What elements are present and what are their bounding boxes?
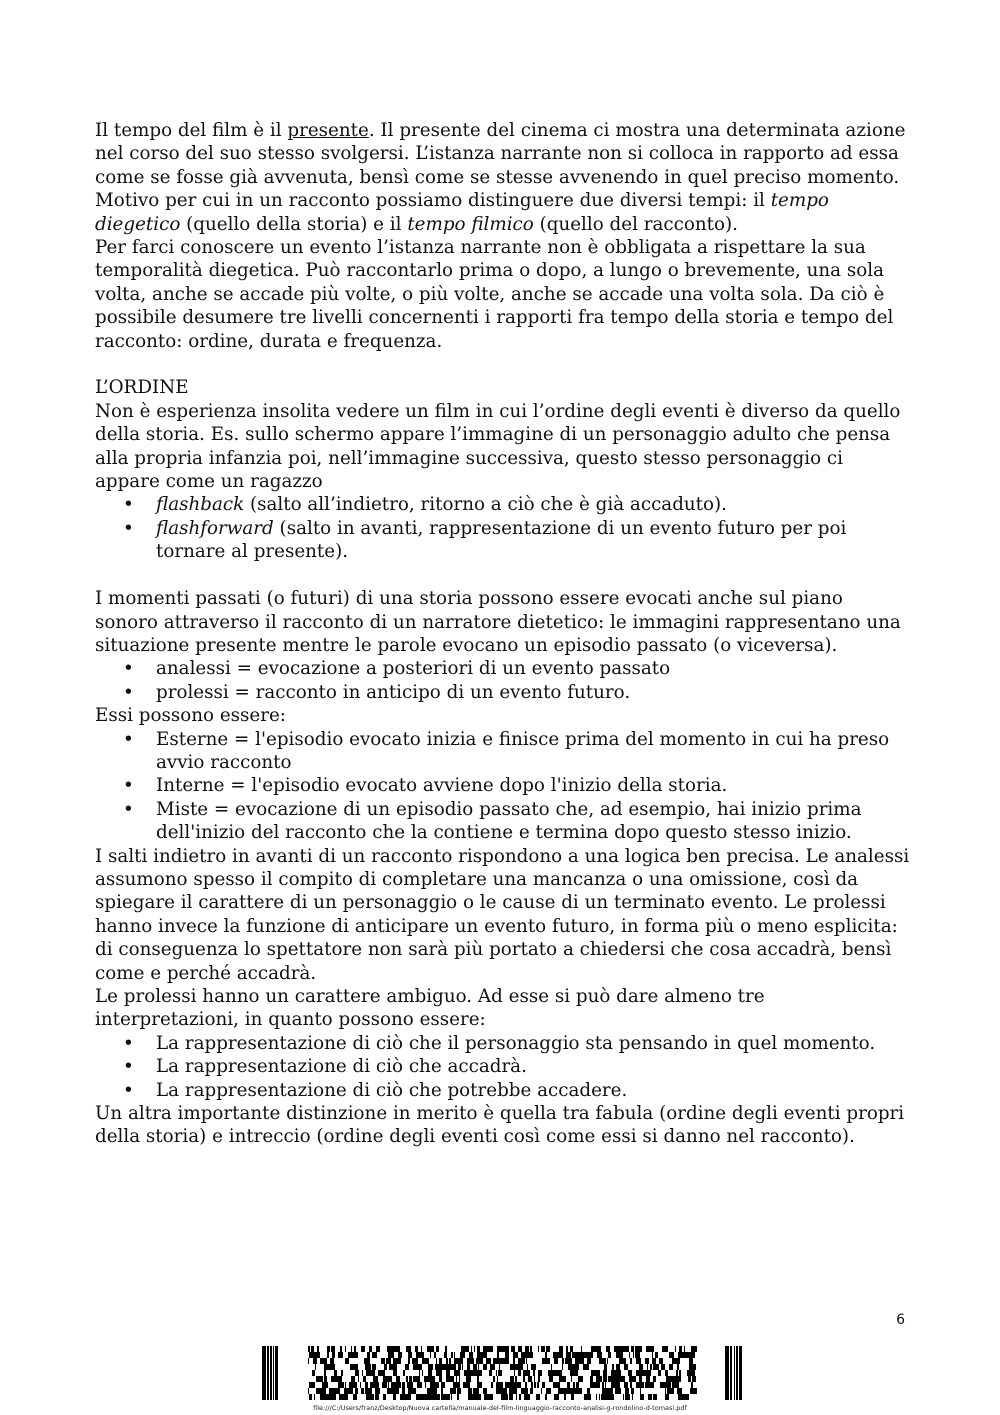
list-item: • La rappresentazione di ciò che potrebbe accadere. <box>95 1079 910 1102</box>
ordine-paragraph-2: I momenti passati (o futuri) di una storia possono essere evocati anche sul piano sonoro attraverso il racconto di un narratore dietetico: le immagini rappresentano una situazione presente mentre le parole evocano un episodio passato (o viceversa). <box>95 588 901 656</box>
ordine-paragraph-3: Essi possono essere: <box>95 705 286 727</box>
page-content <box>95 119 910 1149</box>
blank-line <box>95 564 910 587</box>
underlined-term-presente: presente <box>287 120 369 141</box>
list-item <box>95 517 910 564</box>
page-number: 6 <box>896 1312 905 1328</box>
ordine-paragraph-5: Le prolessi hanno un carattere ambiguo. Ad esse si può dare almeno tre interpretazioni, in quanto possono essere: <box>95 986 765 1031</box>
text-run: (quello del racconto). <box>533 213 738 235</box>
intro-paragraph-2: Per farci conoscere un evento l’istanza narrante non è obbligata a rispettare la sua temporalità diegetica. Può raccontarlo prima o dopo, a lungo o brevemente, una sola volta, anche se accade più volte, o più volte, anche se accade una volta sola. Da ciò è possibile desumere tre livelli concernenti i rapporti fra tempo della storia e tempo del racconto: ordine, durata e frequenza. <box>95 237 894 352</box>
list-item: • La rappresentazione di ciò che accadrà. <box>95 1055 910 1078</box>
list-item: • Miste = evocazione di un episodio passato che, ad esempio, hai inizio prima dell'inizio del racconto che la contiene e termina dopo questo stesso inizio. <box>95 798 910 845</box>
blank-line <box>95 353 910 376</box>
types-list <box>95 728 910 845</box>
list-item-text: (salto in avanti, rappresentazione di un evento futuro per poi tornare al presente). <box>156 517 847 563</box>
flash-list <box>95 493 910 563</box>
italic-term-tempo-filmico: tempo filmico <box>407 213 534 235</box>
ordine-paragraph-1: Non è esperienza insolita vedere un film in cui l’ordine degli eventi è diverso da quello della storia. Es. sullo schermo appare l’immagine di un personaggio adulto che pensa alla propria infanzia poi, nell’immagine successiva, questo stesso personaggio ci appare come un ragazzo <box>95 400 901 493</box>
text-run: . Il presente del cinema ci mostra una determinata azione nel corso del suo stesso svolgersi. L’istanza narrante non si colloca in rapporto ad essa come se fosse già avvenuta, bensì come se stesse avvenendo in quel preciso momento. Motivo per cui in un racconto possiamo distinguere due diversi tempi: il <box>95 120 906 212</box>
ordine-paragraph-6: Un altra importante distinzione in merito è quella tra fabula (ordine degli eventi propri della storia) e intreccio (ordine degli eventi così come essi si danno nel racconto). <box>95 1103 905 1148</box>
text-run: Il tempo del film è il <box>95 120 288 141</box>
text-run: (quello della storia) e il <box>180 213 408 235</box>
list-item <box>95 493 910 516</box>
italic-term-tempo-diegetico: tempo diegetico <box>95 190 829 235</box>
list-item-text: (salto all’indietro, ritorno a ciò che è già accaduto). <box>244 494 727 516</box>
list-item: • prolessi = racconto in anticipo di un evento futuro. <box>95 681 910 704</box>
list-item: • Interne = l'episodio evocato avviene dopo l'inizio della storia. <box>95 774 910 797</box>
interpretations-list <box>95 1032 910 1102</box>
file-path-footer: file:///C:/Users/franz/Desktop/Nuova cartella/manuale-del-film-linguaggio-racconto-analisi-g-rondolino-d-tomasi.pdf <box>313 1404 687 1412</box>
barcode-icon <box>262 1346 742 1400</box>
intro-paragraph-1 <box>95 119 910 236</box>
list-item: • La rappresentazione di ciò che il personaggio sta pensando in quel momento. <box>95 1032 910 1055</box>
analessi-prolessi-list <box>95 657 910 704</box>
section-heading-ordine: L’ORDINE <box>95 377 189 399</box>
list-item: • analessi = evocazione a posteriori di un evento passato <box>95 657 910 680</box>
ordine-paragraph-4: I salti indietro in avanti di un racconto rispondono a una logica ben precisa. Le analessi assumono spesso il compito di completare una mancanza o una omissione, così da spiegare il carattere di un personaggio o le cause di un terminato evento. Le prolessi hanno invece la funzione di anticipare un evento futuro, in forma più o meno esplicita: di conseguenza lo spettatore non sarà più portato a chiedersi che cosa accadrà, bensì come e perché accadrà. <box>95 845 910 984</box>
list-item: • Esterne = l'episodio evocato inizia e finisce prima del momento in cui ha preso avvio racconto <box>95 728 910 775</box>
italic-term: flashback <box>156 494 245 516</box>
italic-term: flashforward <box>156 517 274 539</box>
